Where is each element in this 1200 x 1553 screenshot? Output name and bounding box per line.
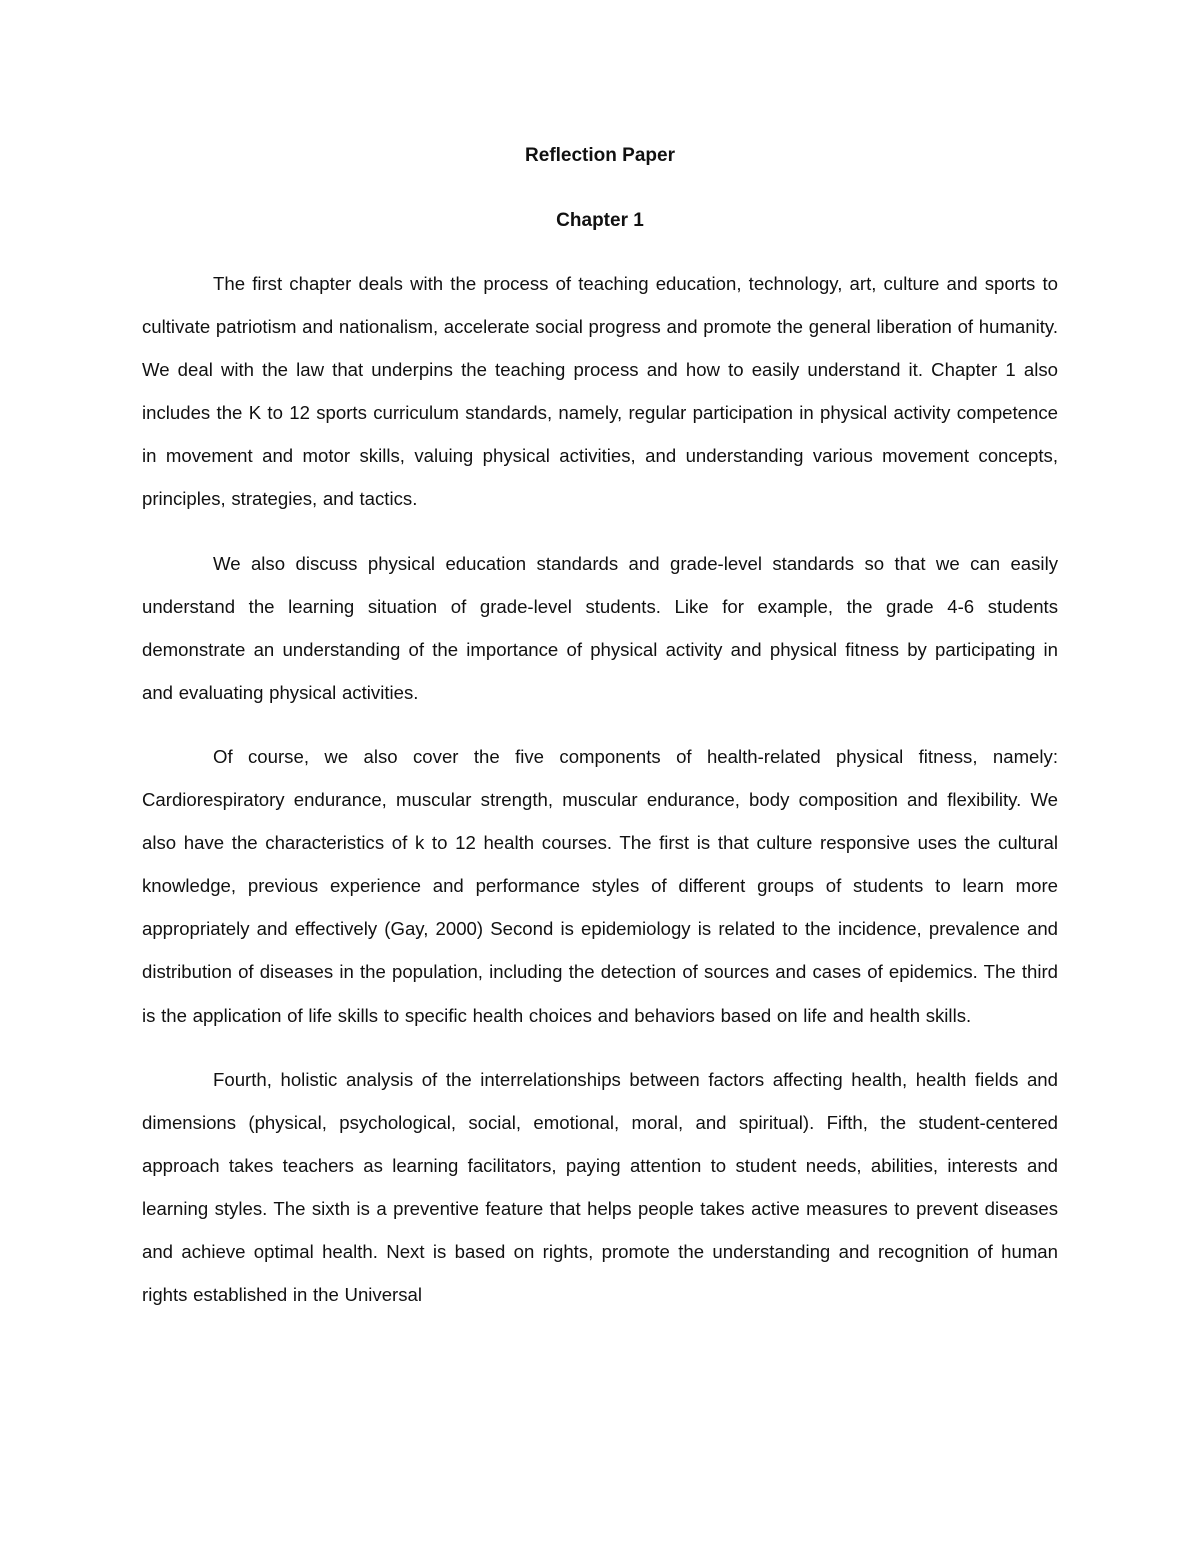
paragraph-4: Fourth, holistic analysis of the interrelationships between factors affecting health, health fields and dimensions (physical, psychological, social, emotional, moral, and spiritual). Fifth, the student-centered approach takes teachers as learning facilitators, paying attention to student needs, abilities, interests and learning styles. The sixth is a preventive feature that helps people takes active measures to prevent diseases and achieve optimal health. Next is based on rights, promote the understanding and recognition of human rights established in the Universal <box>142 1068 1058 1306</box>
paragraph-1: The first chapter deals with the process of teaching education, technology, art, culture and sports to cultivate patriotism and nationalism, accelerate social progress and promote the general liberation of humanity. We deal with the law that underpins the teaching process and how to easily understand it. Chapter 1 also includes the K to 12 sports curriculum standards, namely, regular participation in physical activity competence in movement and motor skills, valuing physical activities, and understanding various movement concepts, principles, strategies, and tactics. <box>142 273 1058 510</box>
chapter-heading: Chapter 1 <box>556 210 644 231</box>
document-title: Reflection Paper <box>525 145 675 166</box>
paragraph-2: We also discuss physical education standards and grade-level standards so that we can easily understand the learning situation of grade-level students. Like for example, the grade 4-6 students demonstrate an understanding of the importance of physical activity and physical fitness by participating in and evaluating physical activities. <box>142 552 1058 703</box>
paragraph-3: Of course, we also cover the five components of health-related physical fitness, namely: Cardiorespiratory endurance, muscular strength, muscular endurance, body composition and flexibility. We also have the characteristics of k to 12 health courses. The first is that culture responsive uses the cultural knowledge, previous experience and performance styles of different groups of students to learn more appropriately and effectively (Gay, 2000) Second is epidemiology is related to the incidence, prevalence and distribution of diseases in the population, including the detection of sources and cases of epidemics. The third is the application of life skills to specific health choices and behaviors based on life and health skills. <box>142 745 1058 1026</box>
document-body <box>142 262 1058 1337</box>
